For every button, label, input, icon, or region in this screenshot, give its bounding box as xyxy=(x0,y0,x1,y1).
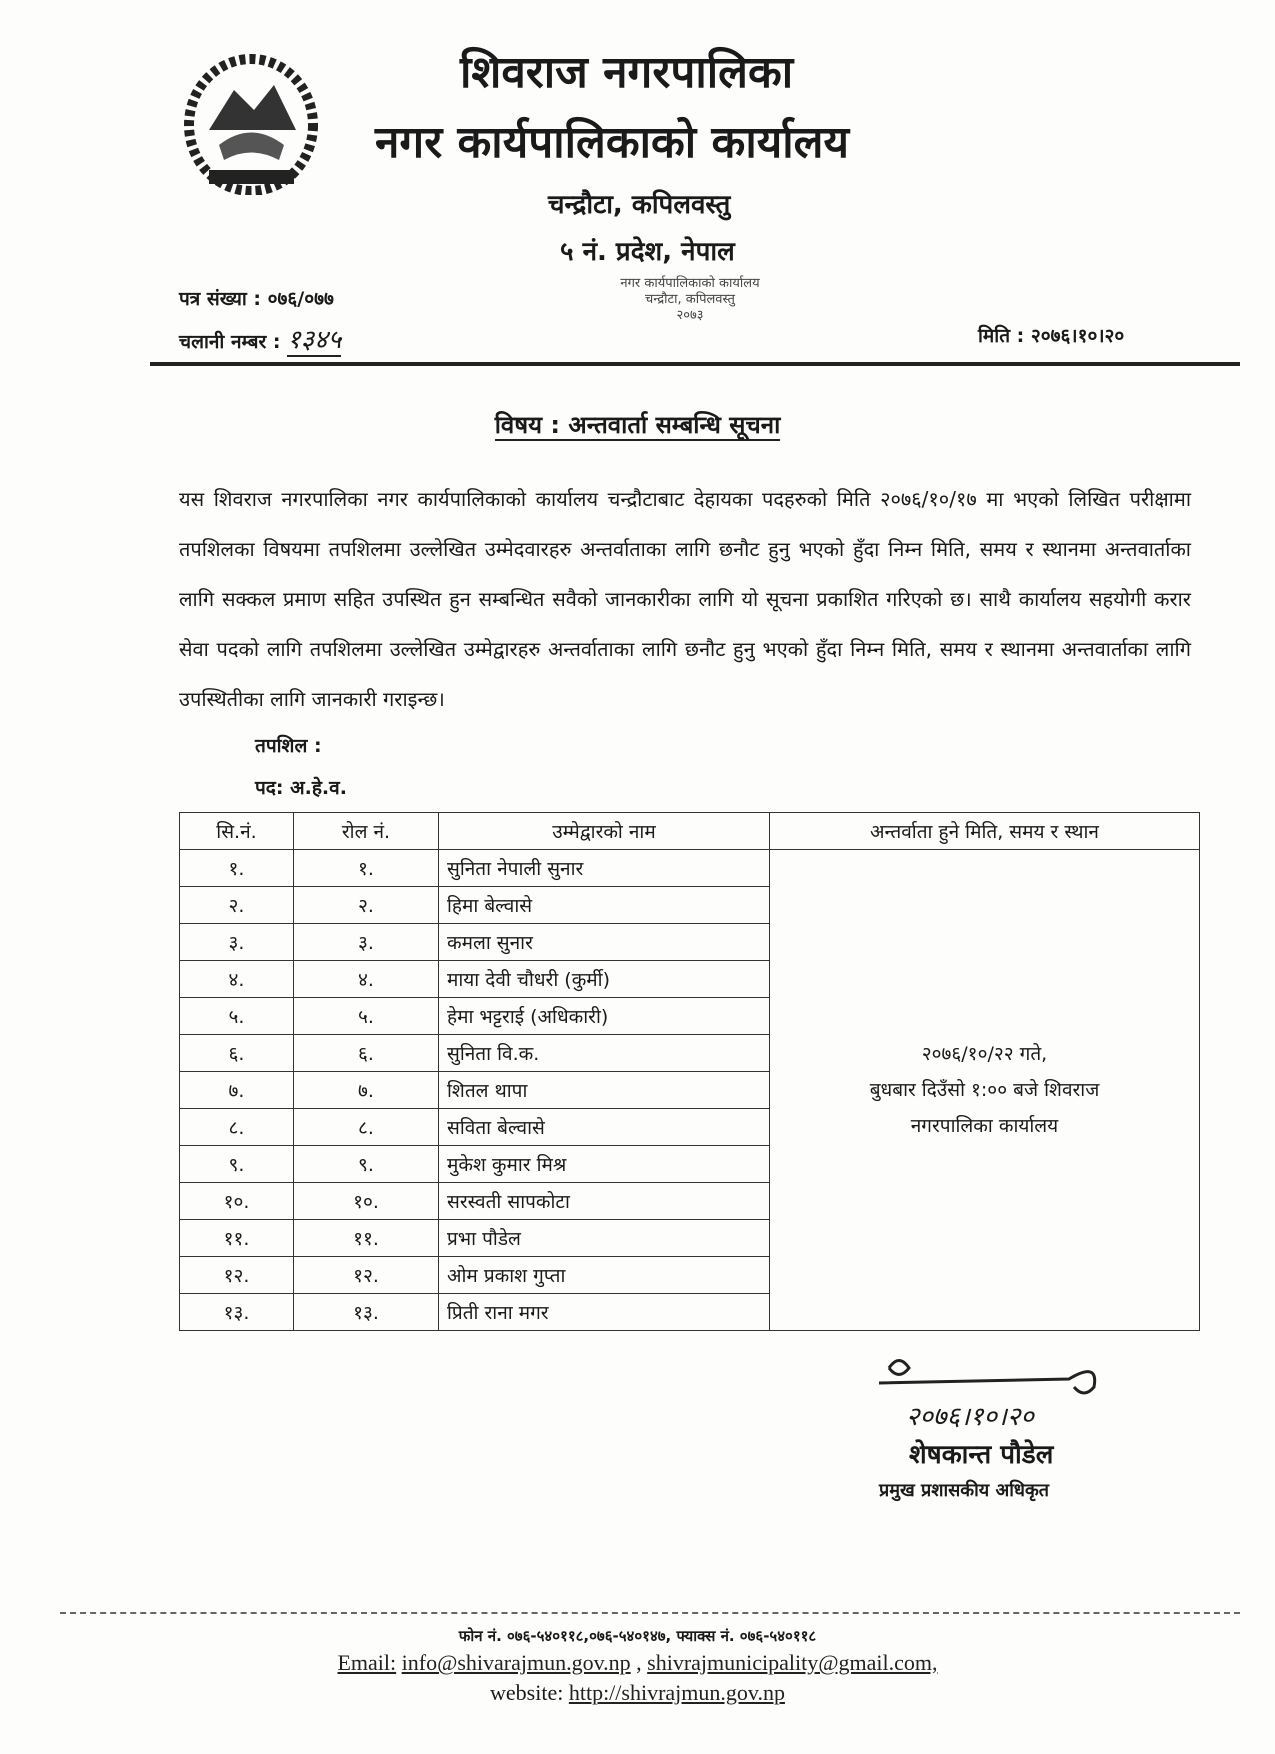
dispatch-number xyxy=(179,320,341,356)
label: मिति : xyxy=(978,325,1025,347)
col-sn: सि.नं. xyxy=(180,813,294,850)
name-cell: प्रभा पौडेल xyxy=(439,1220,770,1257)
roll-cell: १२. xyxy=(294,1257,439,1294)
table-header xyxy=(180,813,1200,850)
roll-cell: ९. xyxy=(294,1146,439,1183)
roll-cell: ११. xyxy=(294,1220,439,1257)
name-cell: मुकेश कुमार मिश्र xyxy=(439,1146,770,1183)
sn-cell: १. xyxy=(180,850,294,887)
name-cell: सुनिता नेपाली सुनार xyxy=(439,850,770,887)
col-roll: रोल नं. xyxy=(294,813,439,850)
roll-cell: १. xyxy=(294,850,439,887)
candidates-table xyxy=(179,812,1200,1331)
signature xyxy=(869,1353,1129,1403)
website-label: website: xyxy=(490,1680,564,1705)
name-cell: हेमा भट्टराई (अधिकारी) xyxy=(439,998,770,1035)
signature-block xyxy=(179,1353,1200,1518)
value: ०७६/०७७ xyxy=(267,288,334,310)
signatory-title: प्रमुख प्रशासकीय अधिकृत xyxy=(879,1480,1050,1501)
sn-cell: २. xyxy=(180,887,294,924)
handwritten-value: १३४५ xyxy=(287,325,342,355)
roll-cell: ४. xyxy=(294,961,439,998)
post-label: पद: अ.हे.व. xyxy=(255,777,347,799)
stamp-line: चन्द्रौटा, कपिलवस्तु xyxy=(645,292,735,307)
province: ५ नं. प्रदेश, नेपाल xyxy=(560,237,735,267)
nepal-emblem-logo xyxy=(184,50,319,195)
venue-cell xyxy=(770,850,1200,1331)
name-cell: कमला सुनार xyxy=(439,924,770,961)
label: पत्र संख्या : xyxy=(179,288,262,310)
name-cell: ओम प्रकाश गुप्ता xyxy=(439,1257,770,1294)
roll-cell: १३. xyxy=(294,1294,439,1331)
roll-cell: ८. xyxy=(294,1109,439,1146)
col-venue: अन्तर्वाता हुने मिति, समय र स्थान xyxy=(770,813,1200,850)
sn-cell: ११. xyxy=(180,1220,294,1257)
body-paragraph: यस शिवराज नगरपालिका नगर कार्यपालिकाको कार्यालय चन्द्रौटाबाट देहायका पदहरुको मिति २०७६/१०/१७ मा भएको लिखित परीक्षामा तपशिलका विषयमा तपशिलमा उल्लेखित उम्मेदवारहरु अन्तर्वाताका लागि छनौट हुनु भएको हुँदा निम्न मिति, समय र स्थानमा अन्तवार्ताका लागि सक्कल प्रमाण सहित उपस्थित हुन सम्बन्धित सवैको जानकारीका लागि यो सूचना प्रकाशित गरिएको छ। साथै कार्यालय सहयोगी करार सेवा पदको लागि तपशिलमा उल्लेखित उम्मेद्वारहरु अन्तर्वाताका लागि छनौट हुनु भएको हुँदा निम्न मिति, समय र स्थानमा अन्तवार्ताका लागि उपस्थितीका लागि जानकारी गराइन्छ। xyxy=(179,487,1191,711)
separator: , xyxy=(636,1650,642,1675)
signature-date: २०७६।१०।२० xyxy=(906,1402,1034,1432)
col-name: उम्मेद्वारको नाम xyxy=(439,813,770,850)
email-link-2[interactable]: shivrajmunicipality@gmail.com, xyxy=(647,1650,938,1675)
notice-content xyxy=(179,474,1200,1518)
roll-cell: ६. xyxy=(294,1035,439,1072)
roll-cell: ५. xyxy=(294,998,439,1035)
name-cell: माया देवी चौधरी (कुर्मी) xyxy=(439,961,770,998)
website-link[interactable]: http://shivrajmun.gov.np xyxy=(568,1680,785,1705)
office-stamp xyxy=(600,276,780,324)
stamp-line: नगर कार्यपालिकाको कार्यालय xyxy=(620,276,760,291)
value: २०७६।१०।२० xyxy=(1030,325,1125,347)
municipality-name: शिवराज नगरपालिका xyxy=(460,47,794,98)
email-label: Email: xyxy=(337,1650,397,1675)
footer-phone: फोन नं. ०७६-५४०११८,०७६-५४०१४७, फ्याक्स नं. ०७६-५४०११८ xyxy=(458,1627,817,1645)
sn-cell: ७. xyxy=(180,1072,294,1109)
roll-cell: २. xyxy=(294,887,439,924)
footer-divider xyxy=(60,1612,1240,1614)
venue-line: २०७६/१०/२२ गते, xyxy=(921,1043,1048,1065)
office-name: नगर कार्यपालिकाको कार्यालय xyxy=(375,117,849,168)
office-location: चन्द्रौटा, कपिलवस्तु xyxy=(548,190,731,220)
sn-cell: ८. xyxy=(180,1109,294,1146)
name-cell: सविता बेल्वासे xyxy=(439,1109,770,1146)
stamp-line: २०७३ xyxy=(676,308,704,323)
sn-cell: १२. xyxy=(180,1257,294,1294)
email-link-1[interactable]: info@shivarajmun.gov.np xyxy=(401,1650,631,1675)
letter-number xyxy=(179,285,334,311)
signatory-name: शेषकान्त पौडेल xyxy=(909,1440,1054,1470)
roll-cell: ७. xyxy=(294,1072,439,1109)
sn-cell: १३. xyxy=(180,1294,294,1331)
sn-cell: १०. xyxy=(180,1183,294,1220)
roll-cell: १०. xyxy=(294,1183,439,1220)
footer-email xyxy=(0,1650,1275,1676)
roll-cell: ३. xyxy=(294,924,439,961)
sn-cell: ३. xyxy=(180,924,294,961)
name-cell: सुनिता वि.क. xyxy=(439,1035,770,1072)
name-cell: हिमा बेल्वासे xyxy=(439,887,770,924)
sn-cell: ४. xyxy=(180,961,294,998)
tapashil-label: तपशिल : xyxy=(255,735,322,757)
date xyxy=(978,322,1124,348)
name-cell: प्रिती राना मगर xyxy=(439,1294,770,1331)
sn-cell: ९. xyxy=(180,1146,294,1183)
name-cell: शितल थापा xyxy=(439,1072,770,1109)
name-cell: सरस्वती सापकोटा xyxy=(439,1183,770,1220)
sn-cell: ५. xyxy=(180,998,294,1035)
subject-text: विषय : अन्तवार्ता सम्बन्धि सूचना xyxy=(494,411,781,439)
table-row xyxy=(180,850,1200,887)
divider xyxy=(150,362,1240,366)
subject xyxy=(0,408,1275,441)
label: चलानी नम्बर : xyxy=(179,331,281,353)
footer-website xyxy=(0,1680,1275,1706)
sn-cell: ६. xyxy=(180,1035,294,1072)
venue-line: बुधबार दिउँसो १:०० बजे शिवराज xyxy=(869,1079,1100,1101)
venue-line: नगरपालिका कार्यालय xyxy=(910,1115,1059,1137)
